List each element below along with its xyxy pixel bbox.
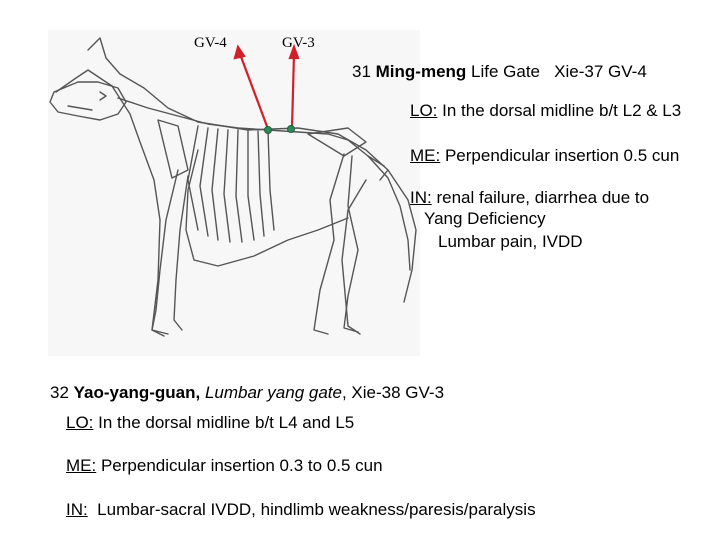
point31-indication-line2: Yang Deficiency — [424, 209, 546, 228]
gv4-arrow-head — [235, 47, 244, 58]
gv3-point — [288, 126, 295, 133]
label-gv3: GV-3 — [282, 35, 315, 51]
gv4-point — [265, 127, 272, 134]
point32-indication: IN: Lumbar-sacral IVDD, hindlimb weakness/paresis/paralysis — [66, 500, 536, 519]
point32-location: LO: In the dorsal midline b/t L4 and L5 — [66, 413, 355, 432]
label-gv4: GV-4 — [194, 35, 227, 51]
point31-title: 31 Ming-meng Life Gate Xie-37 GV-4 — [352, 62, 647, 81]
gv4-arrow — [240, 54, 268, 129]
point31-indication-line3: Lumbar pain, IVDD — [438, 232, 583, 251]
point32-title: 32 Yao-yang-guan, Lumbar yang gate, Xie-38 GV-3 — [50, 383, 445, 402]
point31-location: LO: In the dorsal midline b/t L2 & L3 — [410, 101, 682, 120]
gv3-arrow — [292, 54, 294, 128]
point32-method: ME: Perpendicular insertion 0.3 to 0.5 cun — [66, 456, 383, 475]
point31-method: ME: Perpendicular insertion 0.5 cun — [410, 146, 680, 165]
point31-indication: IN: renal failure, diarrhea due to — [410, 188, 650, 207]
